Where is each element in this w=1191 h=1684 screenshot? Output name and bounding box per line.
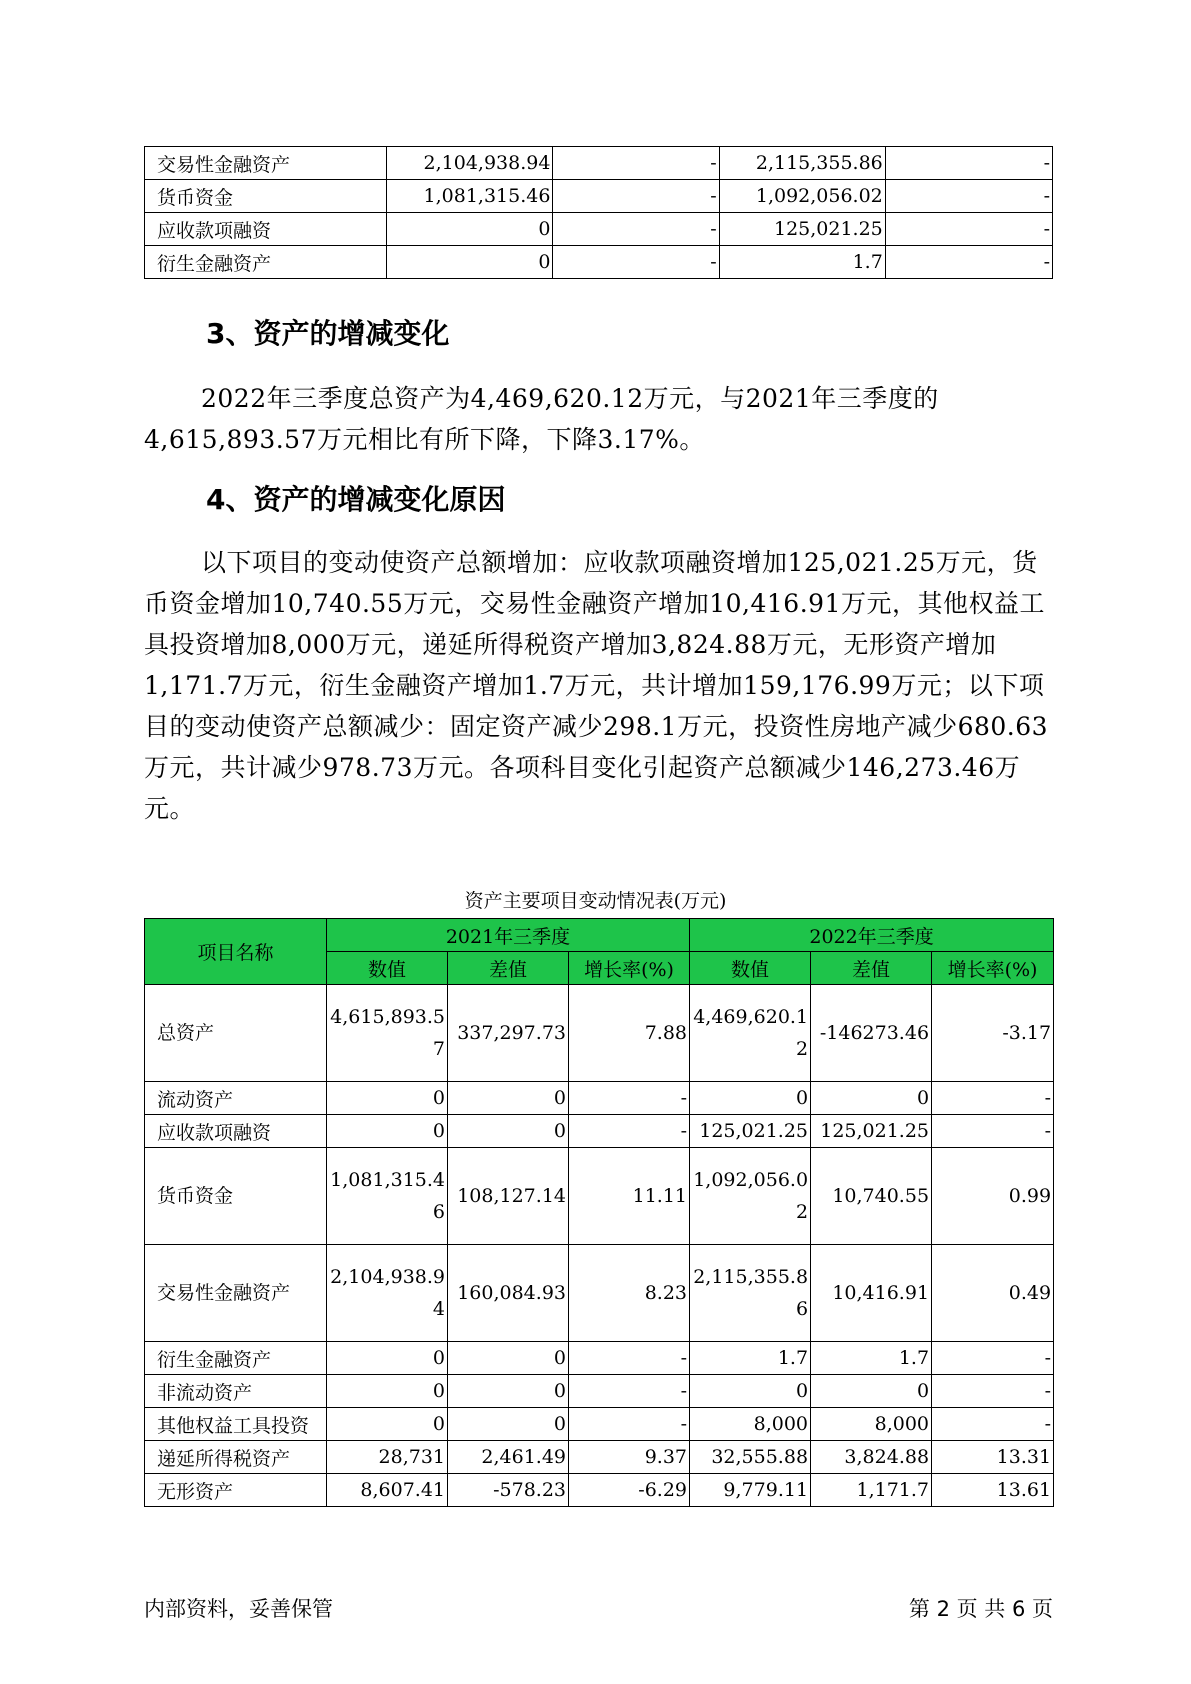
footer-page-number: 第 2 页 共 6 页 — [908, 1597, 1053, 1621]
header-value-2022: 数值 — [690, 952, 811, 985]
cell-b: 0 — [448, 1115, 569, 1148]
cell-a: 0 — [327, 1342, 448, 1375]
section3-heading: 3、资产的增减变化 — [206, 317, 450, 350]
top-cell-v3: 1,092,056.02 — [719, 180, 885, 213]
table-row — [145, 1115, 1054, 1148]
cell-f: - — [932, 1082, 1054, 1115]
cell-f: 13.61 — [932, 1474, 1054, 1507]
cell-b: 0 — [448, 1342, 569, 1375]
top-cell-v4: - — [885, 180, 1052, 213]
cell-a: 28,731 — [327, 1441, 448, 1474]
cell-label: 总资产 — [145, 985, 327, 1082]
cell-label: 递延所得税资产 — [145, 1441, 327, 1474]
table-row — [145, 1441, 1054, 1474]
cell-e: -146273.46 — [811, 985, 932, 1082]
top-cell-label: 货币资金 — [145, 180, 387, 213]
cell-d: 0 — [690, 1082, 811, 1115]
cell-e: 10,740.55 — [811, 1148, 932, 1245]
cell-f: - — [932, 1115, 1054, 1148]
cell-d: 1.7 — [690, 1342, 811, 1375]
table-row — [145, 1408, 1054, 1441]
cell-a: 0 — [327, 1375, 448, 1408]
top-cell-v4: - — [885, 213, 1052, 246]
table-row — [145, 1342, 1054, 1375]
cell-label: 应收款项融资 — [145, 1115, 327, 1148]
cell-label: 无形资产 — [145, 1474, 327, 1507]
top-cell-v4: - — [885, 147, 1052, 180]
cell-label: 交易性金融资产 — [145, 1245, 327, 1342]
asset-change-table — [144, 918, 1054, 1507]
cell-c: 8.23 — [569, 1245, 690, 1342]
cell-a: 8,607.41 — [327, 1474, 448, 1507]
cell-b: -578.23 — [448, 1474, 569, 1507]
cell-c: 11.11 — [569, 1148, 690, 1245]
table-row — [145, 1245, 1054, 1342]
cell-a: 0 — [327, 1408, 448, 1441]
cell-d: 8,000 — [690, 1408, 811, 1441]
cell-e: 8,000 — [811, 1408, 932, 1441]
cell-f: 0.99 — [932, 1148, 1054, 1245]
cell-d: 32,555.88 — [690, 1441, 811, 1474]
top-cell-v3: 125,021.25 — [719, 213, 885, 246]
cell-c: - — [569, 1408, 690, 1441]
top-table-row — [145, 246, 1053, 279]
top-cell-v4: - — [885, 246, 1052, 279]
cell-b: 0 — [448, 1082, 569, 1115]
header-rate-2021: 增长率(%) — [569, 952, 690, 985]
cell-e: 1,171.7 — [811, 1474, 932, 1507]
top-cell-v1: 0 — [387, 246, 553, 279]
top-table-row — [145, 213, 1053, 246]
cell-f: - — [932, 1375, 1054, 1408]
cell-c: -6.29 — [569, 1474, 690, 1507]
top-table-row — [145, 147, 1053, 180]
header-value-2021: 数值 — [327, 952, 448, 985]
top-cell-v1: 0 — [387, 213, 553, 246]
top-cell-v1: 2,104,938.94 — [387, 147, 553, 180]
cell-f: -3.17 — [932, 985, 1054, 1082]
cell-d: 4,469,620.12 — [690, 985, 811, 1082]
cell-d: 125,021.25 — [690, 1115, 811, 1148]
cell-c: - — [569, 1115, 690, 1148]
top-table-row — [145, 180, 1053, 213]
cell-d: 0 — [690, 1375, 811, 1408]
header-diff-2021: 差值 — [448, 952, 569, 985]
top-cell-v2: - — [553, 147, 719, 180]
cell-f: 0.49 — [932, 1245, 1054, 1342]
cell-c: 9.37 — [569, 1441, 690, 1474]
top-cell-v2: - — [553, 213, 719, 246]
cell-b: 160,084.93 — [448, 1245, 569, 1342]
cell-c: 7.88 — [569, 985, 690, 1082]
cell-e: 3,824.88 — [811, 1441, 932, 1474]
cell-e: 0 — [811, 1375, 932, 1408]
cell-label: 流动资产 — [145, 1082, 327, 1115]
top-cell-v2: - — [553, 180, 719, 213]
cell-d: 9,779.11 — [690, 1474, 811, 1507]
top-cell-v1: 1,081,315.46 — [387, 180, 553, 213]
top-asset-table — [144, 146, 1053, 279]
cell-c: - — [569, 1375, 690, 1408]
header-year-2022: 2022年三季度 — [690, 919, 1054, 952]
cell-label: 非流动资产 — [145, 1375, 327, 1408]
cell-a: 4,615,893.57 — [327, 985, 448, 1082]
cell-e: 0 — [811, 1082, 932, 1115]
cell-a: 0 — [327, 1082, 448, 1115]
top-cell-v3: 2,115,355.86 — [719, 147, 885, 180]
cell-label: 其他权益工具投资 — [145, 1408, 327, 1441]
cell-a: 1,081,315.46 — [327, 1148, 448, 1245]
section4-heading: 4、资产的增减变化原因 — [206, 483, 506, 516]
cell-b: 337,297.73 — [448, 985, 569, 1082]
section3-paragraph: 2022年三季度总资产为4,469,620.12万元，与2021年三季度的4,615,893.57万元相比有所下降，下降3.17%。 — [144, 384, 939, 454]
top-cell-v3: 1.7 — [719, 246, 885, 279]
table-caption: 资产主要项目变动情况表(万元) — [464, 890, 727, 912]
cell-c: - — [569, 1342, 690, 1375]
top-cell-label: 交易性金融资产 — [145, 147, 387, 180]
cell-b: 0 — [448, 1408, 569, 1441]
cell-label: 货币资金 — [145, 1148, 327, 1245]
header-diff-2022: 差值 — [811, 952, 932, 985]
header-rate-2022: 增长率(%) — [932, 952, 1054, 985]
top-cell-v2: - — [553, 246, 719, 279]
top-cell-label: 应收款项融资 — [145, 213, 387, 246]
header-item-name: 项目名称 — [145, 919, 327, 985]
cell-f: - — [932, 1408, 1054, 1441]
cell-f: - — [932, 1342, 1054, 1375]
section4-paragraph: 以下项目的变动使资产总额增加：应收款项融资增加125,021.25万元，货币资金增加10,740.55万元，交易性金融资产增加10,416.91万元，其他权益工具投资增加8,000万元，递延所得税资产增加3,824.88万元，无形资产增加1,171.7万元，衍生金融资产增加1.7万元，共计增加159,176.99万元；以下项目的变动使资产总额减少：固定资产减少298.1万元，投资性房地产减少680.63万元，共计减少978.73万元。各项科目变化引起资产总额减少146,273.46万元。 — [144, 548, 1049, 823]
cell-b: 0 — [448, 1375, 569, 1408]
table-row — [145, 1148, 1054, 1245]
table-row — [145, 1474, 1054, 1507]
footer-confidential: 内部资料，妥善保管 — [144, 1597, 333, 1621]
header-year-2021: 2021年三季度 — [327, 919, 690, 952]
cell-b: 2,461.49 — [448, 1441, 569, 1474]
table-row — [145, 985, 1054, 1082]
top-cell-label: 衍生金融资产 — [145, 246, 387, 279]
cell-f: 13.31 — [932, 1441, 1054, 1474]
cell-label: 衍生金融资产 — [145, 1342, 327, 1375]
cell-c: - — [569, 1082, 690, 1115]
cell-a: 0 — [327, 1115, 448, 1148]
cell-e: 10,416.91 — [811, 1245, 932, 1342]
cell-b: 108,127.14 — [448, 1148, 569, 1245]
cell-d: 1,092,056.02 — [690, 1148, 811, 1245]
table-row — [145, 1375, 1054, 1408]
cell-a: 2,104,938.94 — [327, 1245, 448, 1342]
cell-d: 2,115,355.86 — [690, 1245, 811, 1342]
cell-e: 1.7 — [811, 1342, 932, 1375]
table-row — [145, 1082, 1054, 1115]
cell-e: 125,021.25 — [811, 1115, 932, 1148]
